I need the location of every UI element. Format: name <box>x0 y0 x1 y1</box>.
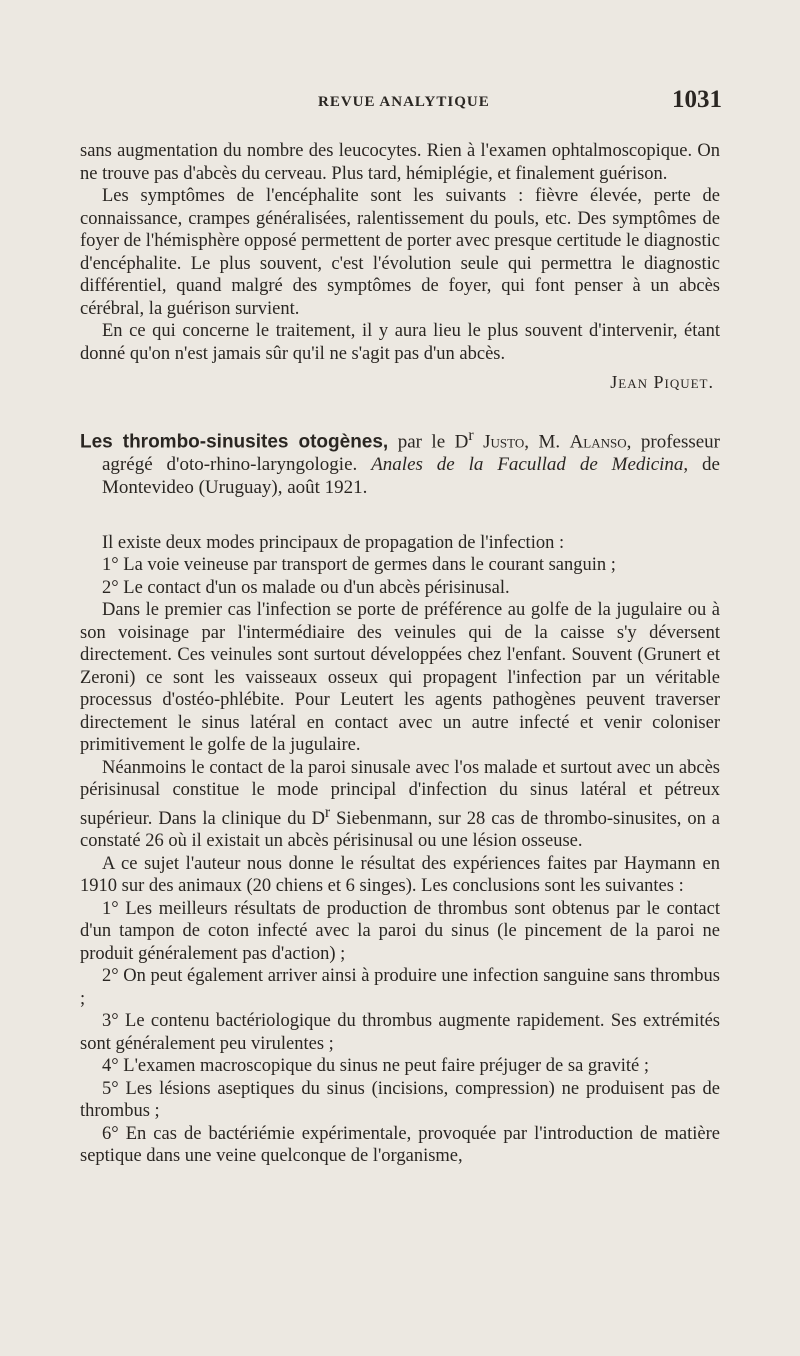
journal-name: Anales de la Facullad de Medicina <box>371 453 684 475</box>
paragraph: A ce sujet l'auteur nous donne le résultat des expériences faites par Haymann en 1910 sur des animaux (20 chiens et 6 singes). Les conclusions sont les suivantes : <box>80 853 720 897</box>
paragraph-text: Néanmoins le contact de la paroi sinusale avec l'os malade et surtout avec un abcès périsinusal constitue le mode principal d'infection du sinus latéral et pétreux supérieur. Dans la clinique du D <box>80 757 720 829</box>
page-header <box>0 86 800 126</box>
paragraph: sans augmentation du nombre des leucocytes. Rien à l'examen ophtalmoscopique. On ne trouve pas d'abcès du cerveau. Plus tard, hémiplégie, et finalement guérison. <box>80 141 720 184</box>
list-item: 4° L'examen macroscopique du sinus ne peut faire préjuger de sa gravité ; <box>102 1056 650 1077</box>
author-signature: Jean Piquet. <box>610 372 714 392</box>
running-title: REVUE ANALYTIQUE <box>318 94 490 110</box>
article-heading <box>80 424 720 499</box>
body-text <box>80 140 720 1168</box>
paragraph: Dans le premier cas l'infection se porte de préférence au golfe de la jugulaire ou à son voisinage par l'intermédiaire des veinules qui de la caisse s'y déversent directement. Ces veinules sont surtout développées chez l'enfant. Souvent (Grunert et Zeroni) ce sont les vaisseaux osseux qui propagent l'infection par un véritable processus d'ostéo-phlébite. Pour Leutert les agents pathogènes peuvent traverser directement le sinus latéral en contact avec un autre infecté et venir coloniser primitivement le golfe de la jugulaire. <box>80 600 720 756</box>
list-item: 5° Les lésions aseptiques du sinus (incisions, compression) ne produisent pas de thrombus ; <box>80 1078 720 1122</box>
section-gap <box>80 518 720 532</box>
paragraph: Il existe deux modes principaux de propagation de l'infection : <box>102 532 565 553</box>
publication-place-date: , de Montevideo (Uruguay), août 1921. <box>102 453 720 498</box>
author-separator: , M. <box>524 430 570 452</box>
author-role: , professeur agrégé d'oto-rhino-laryngologie. <box>102 430 721 475</box>
author-name: Alanso <box>569 430 627 452</box>
paragraph: En ce qui concerne le traitement, il y aura lieu le plus souvent d'intervenir, étant donné qu'on n'est jamais sûr qu'il ne s'agit pas d'un abcès. <box>80 321 720 364</box>
paragraph-sup: r <box>325 803 331 821</box>
list-item: 2° On peut également arriver ainsi à produire une infection sanguine sans thrombus ; <box>80 966 720 1009</box>
article-title: Les thrombo-sinusites otogènes, <box>80 430 389 452</box>
paragraph-text: Siebenmann, sur 28 cas de thrombo-sinusites, on a constaté 26 où il existait un abcès périsinusal ou une lésion osseuse. <box>80 808 721 852</box>
paragraph: Les symptômes de l'encéphalite sont les suivants : fièvre élevée, perte de connaissance, crampes généralisées, ralentissement du pouls, etc. Des symptômes de foyer de l'hémisphère opposé permettent de porter avec presque certitude le diagnostic d'encéphalite. Le plus souvent, c'est l'évolution seule qui permettra le diagnostic différentiel, quand malgré des symptômes de foyer, qui font penser à un abcès cérébral, la guérison survient. <box>80 186 720 319</box>
list-item: 1° Les meilleurs résultats de production de thrombus sont obtenus par le contact d'un tampon de coton infecté avec la paroi du sinus (le pincement de la paroi ne produit généralement pas d'action) ; <box>80 898 720 964</box>
page-number: 1031 <box>672 86 722 113</box>
paragraph <box>80 757 720 853</box>
list-item: 1° La voie veineuse par transport de germes dans le courant sanguin ; <box>102 555 616 576</box>
article-byline: par le D <box>388 430 469 452</box>
article-byline-sup: r <box>468 426 474 444</box>
author-name: Justo <box>483 430 525 452</box>
list-item: 2° Le contact d'un os malade ou d'un abcès périsinusal. <box>102 577 510 598</box>
list-item: 3° Le contenu bactériologique du thrombus augmente rapidement. Ses extrémités sont généralement peu virulentes ; <box>80 1011 720 1054</box>
list-item: 6° En cas de bactériémie expérimentale, provoquée par l'introduction de matière septique dans une veine quelconque de l'organisme, <box>80 1123 720 1167</box>
